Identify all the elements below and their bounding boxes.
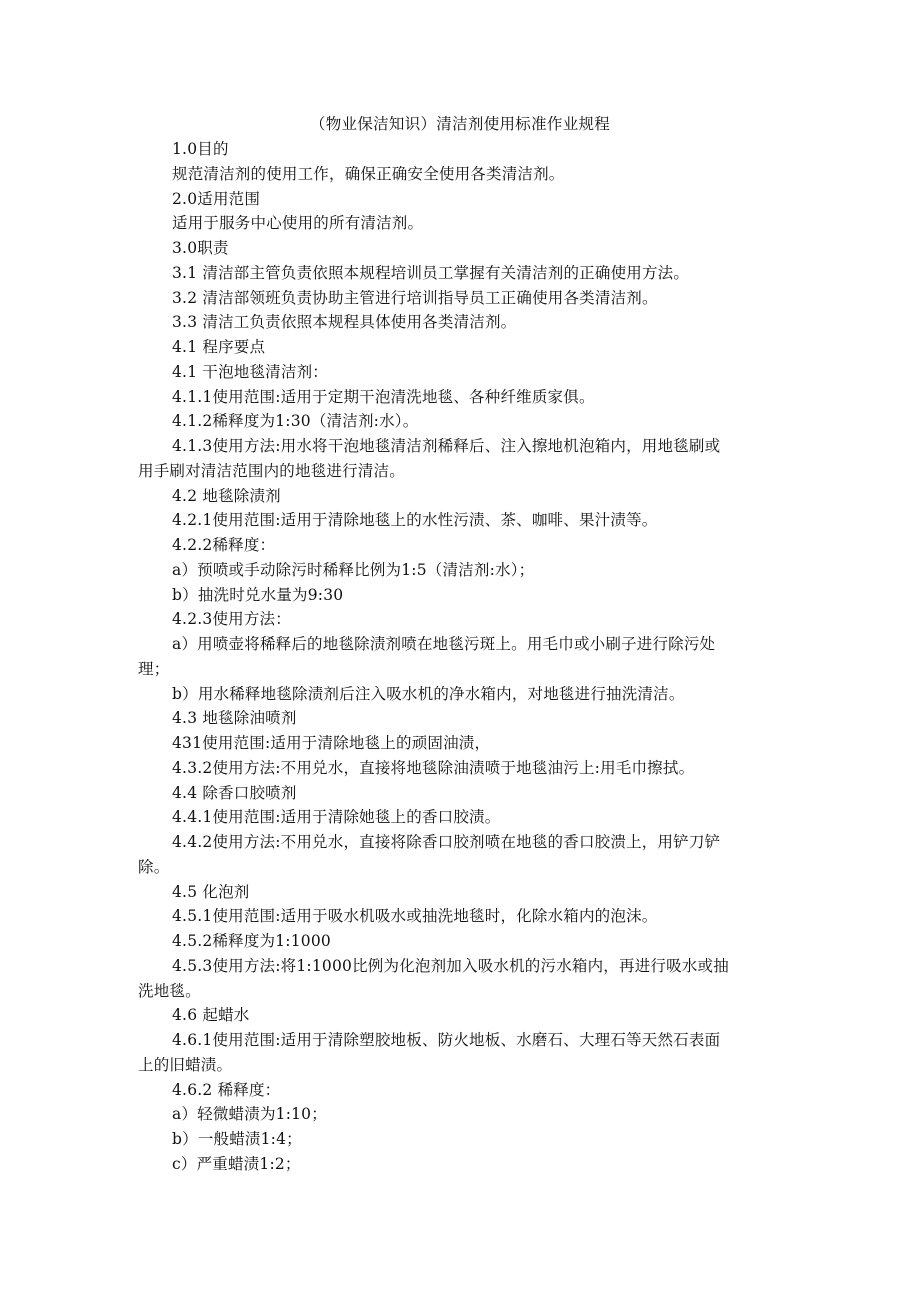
document-line: 4.4 除香口胶喷剂 [172,783,297,802]
document-line: 理； [138,659,170,678]
document-line: 上的旧蜡渍。 [138,1055,233,1074]
document-line: 1.0目的 [172,140,229,158]
document-line: 4.2 地毯除渍剂 [172,486,281,505]
document-line: 4.5.3使用方法:将1:1000比例为化泡剂加入吸水机的污水箱内，再进行吸水或抽 [172,956,729,975]
document-line: 4.1 干泡地毯清洁剂： [172,362,328,381]
document-line: 用手刷对清洁范围内的地毯进行清洁。 [138,461,405,480]
document-line: 4.3.2使用方法:不用兑水，直接将地毯除油渍喷于地毯油污上:用毛巾擦拭。 [172,758,695,777]
document-line: b）抽洗时兑水量为9:30 [172,585,344,604]
document-line: 2.0适用范围 [172,189,261,208]
document-line: b）一般蜡渍1:4； [172,1130,302,1148]
document-line: b）用水稀释地毯除渍剂后注入吸水机的净水箱内，对地毯进行抽洗清洁。 [172,684,685,703]
document-line: 4.5 化泡剂 [172,882,250,901]
document-line: c）严重蜡渍1:2； [172,1154,301,1173]
document-line: 4.2.1使用范围:适用于清除地毯上的水性污渍、茶、咖啡、果汁渍等。 [172,511,658,530]
document-line: 4.4.2使用方法:不用兑水，直接将除香口胶剂喷在地毯的香口胶溃上，用铲刀铲 [172,833,721,851]
document-line: a）轻微蜡渍为1:10； [172,1105,327,1124]
document-line: a）预喷或手动除污时稀释比例为1:5（清洁剂:水）； [172,560,535,579]
document-line: a）用喷壶将稀释后的地毯除渍剂喷在地毯污斑上。用毛巾或小刷子进行除污处 [172,635,716,653]
document-line: 4.4.1使用范围:适用于清除她毯上的香口胶渍。 [172,808,501,827]
document-line: 4.1 程序要点 [172,338,266,356]
document-line: 规范清洁剂的使用工作，确保正确安全使用各类清洁剂。 [172,164,565,183]
document-line: 4.1.1使用范围:适用于定期干泡清洗地毯、各种纤维质家俱。 [172,387,595,406]
document-line: 3.3 清洁工负责依照本规程具体使用各类清洁剂。 [172,313,517,332]
document-line: 3.2 清洁部领班负责协助主管进行培训指导员工正确使用各类清洁剂。 [172,288,658,307]
document-line: 431使用范围:适用于清除地毯上的顽固油渍， [172,734,491,752]
document-line: 4.1.2稀释度为1:30（清洁剂:水）。 [172,412,419,431]
document-line: 4.5.1使用范围:适用于吸水机吸水或抽洗地毯时，化除水箱内的泡沫。 [172,907,658,926]
document-title: （物业保洁知识）清洁剂使用标准作业规程 [309,115,611,133]
document-line: 4.2.3使用方法： [172,610,291,629]
document-line: 3.0职责 [172,239,229,257]
document-line: 4.6.1使用范围:适用于清除塑胶地板、防火地板、水磨石、大理石等天然石表面 [172,1031,721,1049]
document-line: 3.1 清洁部主管负责依照本规程培训员工掌握有关清洁剂的正确使用方法。 [172,263,690,282]
document-line: 4.1.3使用方法:用水将干泡地毯清洁剂稀释后、注入擦地机泡箱内，用地毯刷或 [172,437,721,455]
document-line: 4.2.2稀释度： [172,536,276,554]
document-line: 4.6.2 稀释度： [172,1080,281,1099]
document-line: 适用于服务中心使用的所有清洁剂。 [172,214,424,233]
document-line: 4.5.2稀释度为1:1000 [172,932,331,950]
document-line: 4.3 地毯除油喷剂 [172,709,297,728]
document-line: 4.6 起蜡水 [172,1006,250,1025]
document-body [138,137,786,1177]
document-line: 除。 [138,857,170,876]
document-line: 洗地毯。 [138,981,201,1000]
